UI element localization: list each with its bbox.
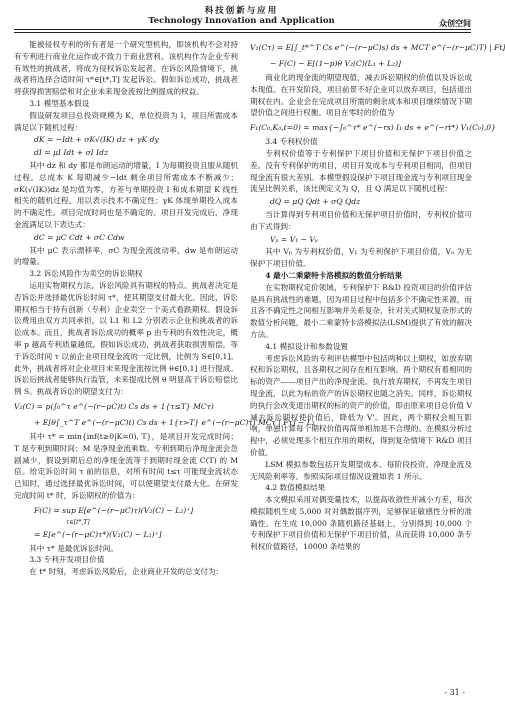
paragraph: 其中 dz 和 dy 都是布朗运动的增量，I 为每期投资且服从随机过程。总成本 K 每期减少−Idt 剩余项目所需成本不断减少；σK(√(IK))dz 是均值为零，方差与单期投资 I 和成本期望 K 线性相关的随机过程，用以表示技术不确定性；γK 体现单期投入成本的不确定性。项目完成时间也是不确定的。项目开发完成后，净现金流满足以下表达式： <box>14 160 238 229</box>
section-heading: 4.2 数值模拟结果 <box>265 483 326 493</box>
paragraph: 商业化的现金流的期望现值，减去诉讼期权的价值以及诉讼成本现值。在开发阶段，项目前景不好企业可以放弃项目，包括退出期权在内。企业会在完成项目所需的剩余成本和项目继续情况下期望价值之间进行权衡。项目在零时的价值为 <box>250 73 472 118</box>
equation: F(C) = sup E[e^(−(r−μC)τ)(V₂(C) − L₂)⁺] <box>34 505 194 515</box>
right-column <box>250 39 505 553</box>
running-header <box>0 0 483 34</box>
equation: = E[e^(−(r−μC)τ*)(V₂(C) − L₂)⁺] <box>34 529 162 539</box>
journal-title-en: Technology Innovation and Application <box>148 16 335 26</box>
section-heading: 3.1 模型基本假设 <box>29 98 90 108</box>
equation: V₂(C) = p(∫₀^τ e^(−(r−μC)t) Cs ds + 1{τ≤T} MCτ) <box>14 401 214 411</box>
equation: dC = μC Cdt + σC Cdw <box>34 232 125 242</box>
equation: Vₚ = V₁ − Vᵤ <box>270 234 318 244</box>
paragraph: 其中 τ* = min{inf(t≥0|K=0), T}，是项目开发完成时间；T 是专利到期时间；M 是净现金流乘数。专利到期后净现金流会急剧减少，假设到期后总的净现金流等于到期时现金流 C(T) 的 M 倍。给定诉讼时间 τ 前的信息，对所有时间 t≤τ 可能现金流状态已知时，通过选择最优诉讼时间，可以使期望支付最大化。在研发完成时间 t* 时，诉讼期权的价值为： <box>14 431 238 500</box>
equation: − F(C) − E[(1−p)θ V₂(C)(L₁ + L₂)] <box>270 59 401 68</box>
journal-title-cn: 科技创新与应用 <box>204 6 279 16</box>
equation: dI = μI Idt + σI Idz <box>34 148 108 158</box>
equation: V₁(Cτ) = E[∫_t*^T Cs e^(−(r−μC)s) ds + MCT e^(−(r−μC)T) | Ft] <box>250 43 505 52</box>
section-label: 众创空间 <box>439 18 471 28</box>
section-heading: 3.4 专利权价值 <box>265 137 318 147</box>
paragraph: 运用实物期权方法，诉讼风险具有期权的特点。挑战者决定是否诉讼并选择最优诉讼时间 τ*，使其期望支付最大化。因此，诉讼期权相当于持有创新（专利）企业卖空一个美式看跌期权。假设诉讼费用由双方共同承担，以 L1 和 L2 分别表示企业和挑战者的诉讼成本。而且，挑战者诉讼成功的概率 p 由专利的有效性决定，概率 p 越高专利质量越低。假如诉讼成功，挑战者获取损害赔偿，等于诉讼时间 τ 以前企业项目现金流的一定比例，比例为 S∈[0,1]。此外，挑战者将对企业项目未来现金流按比例 θ∈[0,1] 进行提成。诉讼后挑战者能够执行监管，未来提成比例 θ 明显高于诉讼赔偿比例 S。挑战者诉讼的期望支付为： <box>14 280 238 397</box>
equation-subscript: τ∈[t*,T] <box>66 518 90 526</box>
paragraph: 在实物期权定价领域，专利保护下 R&D 投资项目的价值评估是具有挑战性的难题，因为项目过程中包括多个不确定性来源，而且各不确定性之间相互影响并关系复杂，针对关式期权复杂形式的数值分析问题，最小二乘蒙特卡洛模拟法(LSM)提供了有效的解决方法。 <box>250 282 472 339</box>
header-rule-thick <box>14 29 471 30</box>
equation: + E[θ∫_τ^T e^(−(r−μC)t) Cs ds + 1{τ>T} e^(−(r−μC)τ) MCτ | Fτ] − L₂ <box>34 417 315 427</box>
equation: F₁(C₀,K₀,t=0) = max{−∫₀^τ* e^(−rs) I₁ ds + e^(−rt*) V₁(C₀),0} <box>250 123 496 133</box>
paragraph: 其中 τ* 是最优诉讼时间。 <box>29 543 118 553</box>
page-number: - 31 - <box>444 688 465 697</box>
section-heading: 3.3 专利开发项目价值 <box>29 555 105 565</box>
paragraph: 其中 μC 表示漂移率，σC 为现金流波动率，dw 是布朗运动的增量。 <box>14 245 238 267</box>
paragraph: 专利权价值等于专利保护下项目价值和无保护下项目价值之差。没有专利保护的项目，项目开发成本与专利项目相同，但项目现金流有很大差别。本模型假设保护下项目现金流与专利项目现金流呈比例关系，该比例定义为 Q，且 Q 满足以下随机过程： <box>250 148 472 194</box>
paragraph: 其中 Vₚ 为专利权价值，V₁ 为专利保护下项目价值，Vᵤ 为无保护下项目价值。 <box>250 247 472 269</box>
paragraph: 当计算得到专利项目价值和无保护项目价值时，专利权价值可由下式得到： <box>250 209 472 231</box>
paragraph: 本文模拟采用对偶变量技术，以提高收敛性并减小方差，每次模拟随机生成 5,000 对对偶数据序列，足够保证敏感性分析的准确性。在生成 10,000 条随机路径基础上，分别得到 10,000 个专利保护下项目价值和无保护下项目价值，从而获得 10,000 条专利权价值路径，10000 条结果的 <box>250 495 472 552</box>
paragraph: 能被侵权专利的所有者是一个研究型机构，即该机构不会对持有专利进行商业化运作或不致力于商业营利。该机构作为企业专利有效性的挑战者，将成为侵权诉讼发起者。在诉讼风险情境下，挑战者将选择合适时间 τ*∈[t*,T] 发起诉讼。假如诉讼成功，挑战者将获得损害赔偿和对企业未来现金流按比例提成的权益。 <box>14 40 238 97</box>
section-heading: 4.1 模拟设计和参数设置 <box>265 341 349 351</box>
equation: dK = −Idt + σK√(IK) dz + γK dy <box>34 135 159 145</box>
section-heading: 3.2 诉讼风险作为卖空的诉讼期权 <box>29 269 143 279</box>
equation: dQ = μQ Qdt + σQ Qdz <box>270 197 361 207</box>
section-heading: 4 最小二乘蒙特卡洛模拟的数值分析结果 <box>265 270 403 280</box>
paragraph: LSM 模拟参数包括开发期望成本、每阶段投资、净现金流及无风险利率等。参照实际项目情况设置如表 1 所示。 <box>250 459 472 481</box>
paragraph: 考虑诉讼风险的专利评估模型中包括两种以上期权，如放弃期权和诉讼期权，且各期权之间存在相互影响。两个期权有着相同的标的资产——项目产出的净现金流。执行放弃期权，不再发生项目现金流，以此为标的资产的诉讼期权也随之消失。同样，诉讼期权的执行会改变退出期权的标的资产的价值，即由原来项目总价值 V 减去诉讼期权使价值后，降低为 V'。因此，两个期权会相互影响，单独计算每个期权价值再简单相加是不合理的。在模拟分析过程中，必须处理多个相互作用的期权，得到复杂情境下 R&D 项目价值。 <box>250 353 472 457</box>
paragraph: 在 t* 时刻，考虑诉讼风险后，企业商业开发的总支付为： <box>29 567 224 577</box>
paragraph: 假设研发项目总投资规模为 K，单位投资为 I，项目所需成本满足以下随机过程： <box>14 110 238 132</box>
header-rule-thin <box>14 32 471 33</box>
